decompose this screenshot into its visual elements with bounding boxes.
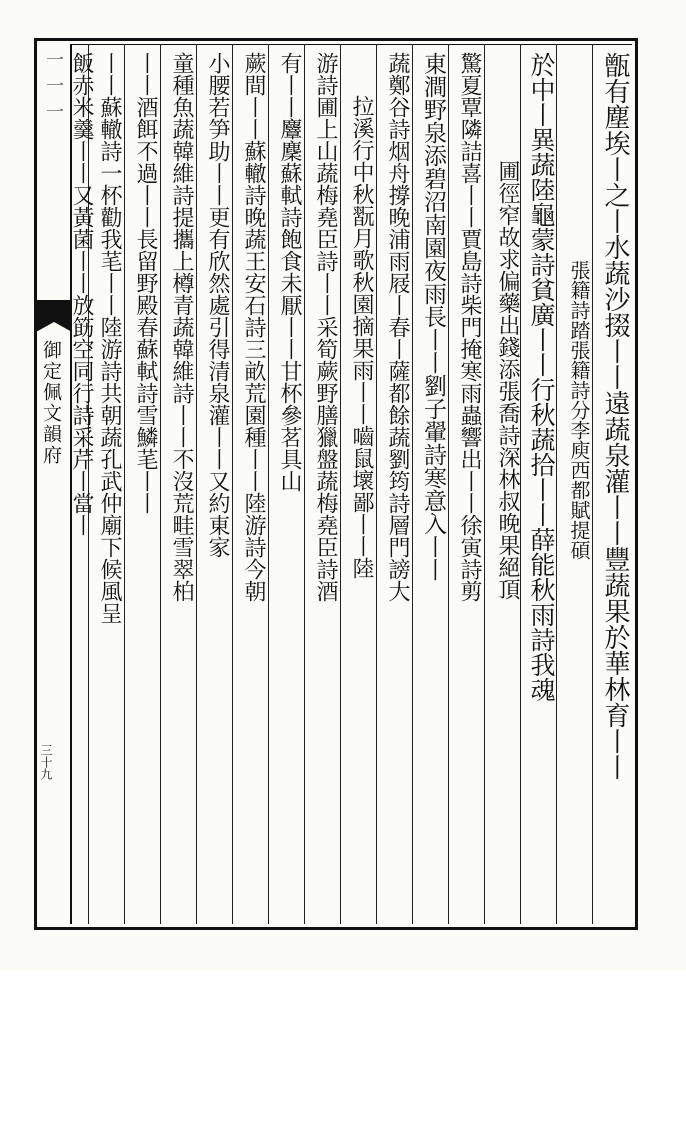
text-column: 張籍詩踏張籍詩分李庾西都賦提碩 (567, 260, 591, 560)
edge-marks: 一一一 (43, 50, 64, 128)
book-title: 御定佩文韻府 (40, 340, 62, 466)
text-column: 驚夏覃隣詰喜丨丨賈島詩柴門掩寒雨蟲響出丨丨徐寅詩剪 (457, 52, 482, 602)
text-column: 蕨間丨丨蘇轍詩晚蔬王安石詩三畝荒園種丨丨陸游詩今朝 (241, 52, 266, 602)
text-column: 丨丨酒餌不過丨丨長留野殿春蘇軾詩雪鱗芼丨丨 (133, 52, 158, 514)
text-column: 圃徑窄故求偏藥出錢添張喬詩深林叔晚果絕頂 (495, 160, 520, 600)
text-column: 東澗野泉添碧沼南園夜雨長丨丨劉子翬詩寒意入丨丨 (420, 52, 446, 581)
leaf-number: 三十九 (39, 744, 53, 780)
text-column: 甑有塵埃丨之丨水蔬沙掇丨丨遠蔬泉灌丨丨豐蔬果於華林育丨丨 (600, 52, 630, 780)
text-column: 蔬鄭谷詩烟舟撐晚浦雨屐丨春丨薩都餘蔬劉筠詩層門謗大 (385, 52, 410, 602)
text-column: 丨丨蘇轍詩一杯勸我芼丨丨陸游詩共朝蔬孔武仲廟下候風呈 (97, 52, 122, 624)
text-column: 拉溪行中秋翫月歌秋園摘果雨丨丨嚙鼠壞鄙丨丨陸 (349, 95, 374, 579)
top-rule (72, 44, 632, 45)
text-column: 飯赤米羹丨丨又黃菌丨丨放筯空同行詩采芹丨當丨 (69, 52, 94, 536)
text-column: 童種魚蔬韓維詩提攜上樽青蔬韓維詩丨丨不沒荒畦雪翠柏 (169, 52, 194, 602)
text-column: 有丨丨麞麇蘇軾詩飽食未厭丨丨甘杯參茗具山 (277, 52, 302, 492)
text-column: 小腰若笋助丨丨更有欣然處引得清泉灌丨丨又約東家 (205, 52, 230, 558)
text-column: 於中丨異蔬陸龜蒙詩貧廣丨丨行秋蔬拾丨丨薛能秋雨詩我魂 (527, 52, 556, 702)
text-column: 游詩圃上山蔬梅堯臣詩丨丨采筍蕨野膳獵盤蔬梅堯臣詩酒 (313, 52, 338, 602)
